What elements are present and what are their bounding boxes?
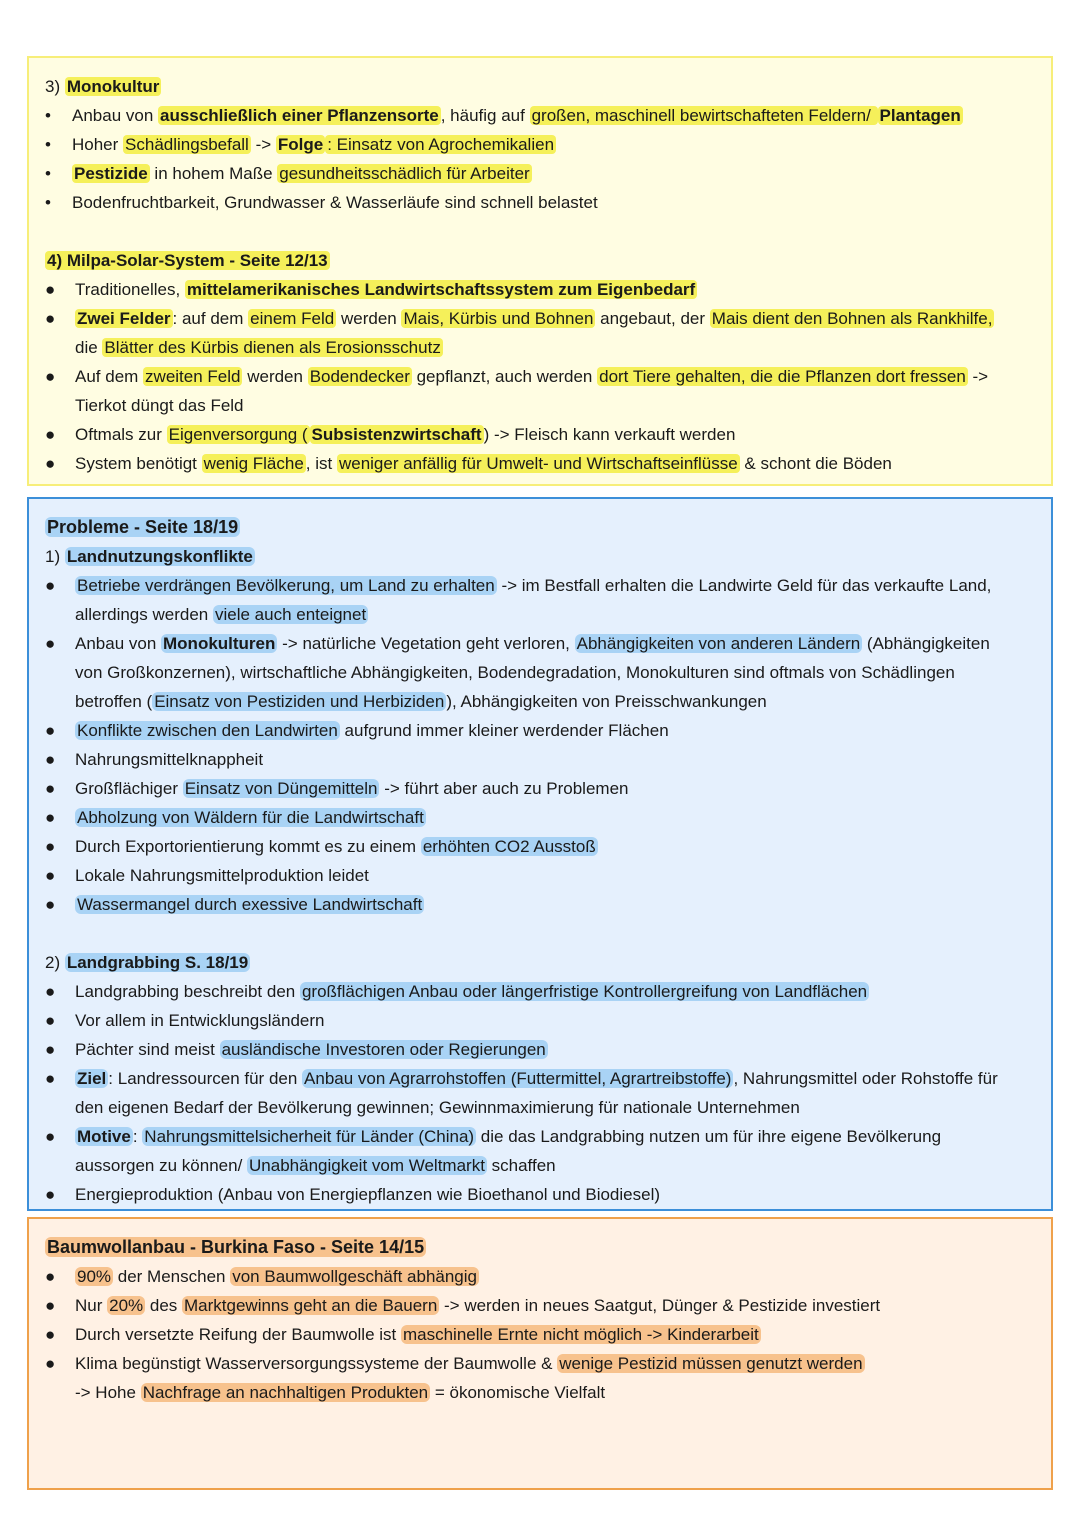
- list-item: ● Auf dem zweiten Feld werden Bodendecker gepflanzt, auch werden dort Tiere gehalten, die die Pflanzen dort fressen -> Tierkot düngt das Feld: [45, 367, 989, 415]
- list-item: ● Nur 20% des Marktgewinns geht an die Bauern -> werden in neues Saatgut, Dünger & Pestizide investiert: [45, 1296, 881, 1315]
- list-item: ● Durch versetzte Reifung der Baumwolle ist maschinelle Ernte nicht möglich -> Kinderarbeit: [45, 1325, 759, 1344]
- monokultur-milpa-box: [27, 56, 1053, 486]
- list-item: ● Vor allem in Entwicklungsländern: [45, 1011, 325, 1030]
- landgrabbing-heading: 2) Landgrabbing S. 18/19: [45, 953, 249, 972]
- list-item: • Hoher Schädlingsbefall -> Folge : Einsatz von Agrochemikalien: [45, 135, 555, 154]
- list-item: ● Nahrungsmittelknappheit: [45, 750, 264, 769]
- list-item: ● Wassermangel durch exessive Landwirtschaft: [45, 895, 423, 914]
- list-item: ● Lokale Nahrungsmittelproduktion leidet: [45, 866, 369, 885]
- baumwolle-box: [27, 1217, 1053, 1490]
- milpa-heading: 4) Milpa-Solar-System - Seite 12/13: [47, 251, 328, 270]
- probleme-heading: Probleme - Seite 18/19: [47, 517, 239, 537]
- list-item: ● Landgrabbing beschreibt den großflächigen Anbau oder längerfristige Kontrollergreifung von Landflächen: [45, 982, 868, 1001]
- list-item: ● System benötigt wenig Fläche , ist weniger anfällig für Umwelt- und Wirtschaftseinflüsse & schont die Böden: [45, 454, 892, 473]
- list-item: • Anbau von ausschließlich einer Pflanzensorte , häufig auf großen, maschinell bewirtschafteten Feldern/ Plantagen: [45, 106, 961, 125]
- baumwolle-heading: Baumwollanbau - Burkina Faso - Seite 14/15: [47, 1237, 425, 1257]
- list-item: • Pestizide in hohem Maße gesundheitsschädlich für Arbeiter: [45, 164, 530, 183]
- list-item: ● Oftmals zur Eigenversorgung ( Subsistenzwirtschaft ) -> Fleisch kann verkauft werden: [45, 425, 736, 444]
- list-item: ● Konflikte zwischen den Landwirten aufgrund immer kleiner werdender Flächen: [45, 721, 669, 740]
- probleme-box: [27, 497, 1053, 1211]
- list-item: ● Energieproduktion (Anbau von Energiepflanzen wie Bioethanol und Biodiesel): [45, 1185, 661, 1204]
- list-item: ● Klima begünstigt Wasserversorgungssysteme der Baumwolle & wenige Pestizid müssen genutzt werden -> Hohe Nachfrage an nachhaltigen Produkten = ökonomische Vielfalt: [45, 1354, 863, 1402]
- list-item: ● Großflächiger Einsatz von Düngemitteln -> führt aber auch zu Problemen: [45, 779, 629, 798]
- list-item: ● Durch Exportorientierung kommt es zu einem erhöhten CO2 Ausstoß: [45, 837, 596, 856]
- landnutzung-heading: 1) Landnutzungskonflikte: [45, 547, 253, 566]
- list-item: • Bodenfruchtbarkeit, Grundwasser & Wasserläufe sind schnell belastet: [45, 193, 598, 212]
- list-item: ● Motive : Nahrungsmittelsicherheit für Länder (China) die das Landgrabbing nutzen um für ihre eigene Bevölkerung aussorgen zu können/ Unabhängigkeit vom Weltmarkt schaffen: [45, 1127, 942, 1175]
- monokultur-heading: 3) Monokultur: [45, 77, 160, 96]
- list-item: ● Anbau von Monokulturen -> natürliche Vegetation geht verloren, Abhängigkeiten von anderen Ländern (Abhängigkeiten von Großkonzernen), wirtschaftliche Abhängigkeiten, Bodendegradation, Monokulturen sind oftmals von Schädlingen betroffen ( Einsatz von Pestiziden und Herbiziden ), Abhängigkeiten von Preisschwankungen: [45, 634, 990, 711]
- list-item: ● Abholzung von Wäldern für die Landwirtschaft: [45, 808, 424, 827]
- list-item: ● Zwei Felder : auf dem einem Feld werden Mais, Kürbis und Bohnen angebaut, der Mais dient den Bohnen als Rankhilfe, die Blätter des Kürbis dienen als Erosionsschutz: [45, 309, 993, 357]
- list-item: ● Traditionelles, mittelamerikanisches Landwirtschaftssystem zum Eigenbedarf: [45, 280, 696, 299]
- list-item: ● Ziel : Landressourcen für den Anbau von Agrarrohstoffen (Futtermittel, Agrartreibstoffe) , Nahrungsmittel oder Rohstoffe für den eigenen Bedarf der Bevölkerung gewinnen; Gewinnmaximierung für nationale Unternehmen: [45, 1069, 998, 1117]
- list-item: ● 90% der Menschen von Baumwollgeschäft abhängig: [45, 1267, 477, 1286]
- list-item: ● Betriebe verdrängen Bevölkerung, um Land zu erhalten -> im Bestfall erhalten die Landwirte Geld für das verkaufte Land, allerdings werden viele auch enteignet: [45, 576, 992, 624]
- list-item: ● Pächter sind meist ausländische Investoren oder Regierungen: [45, 1040, 546, 1059]
